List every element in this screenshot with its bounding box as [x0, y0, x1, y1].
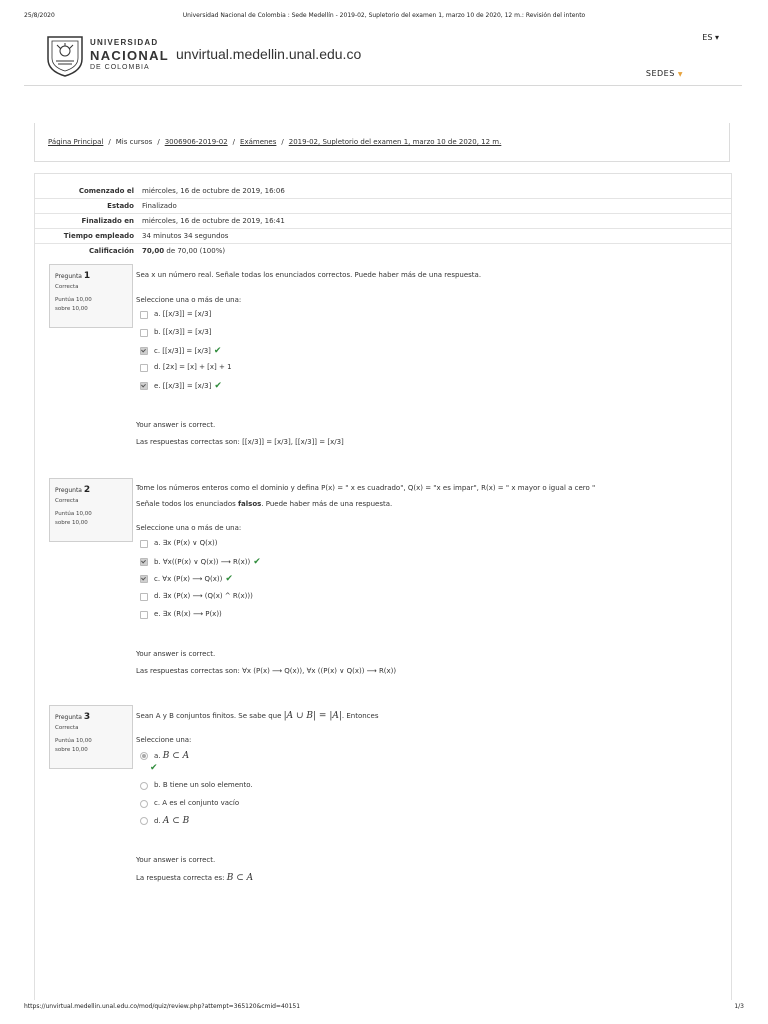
answer-prompt: Seleccione una:: [136, 736, 192, 744]
print-date: 25/8/2020: [24, 12, 55, 19]
language-menu[interactable]: [702, 33, 719, 42]
answer-prompt: Seleccione una o más de una:: [136, 524, 242, 532]
breadcrumb-course[interactable]: 3006906-2019-02: [164, 138, 228, 146]
correct-answer-text: [136, 873, 253, 883]
option-text: c. ∀x (P(x) ⟶ Q(x)): [154, 575, 223, 583]
question-grade-max: sobre 10,00: [55, 306, 88, 312]
question-instruction: [136, 500, 392, 508]
summary-row: [35, 199, 731, 214]
radio[interactable]: [140, 817, 148, 825]
header-divider: [24, 85, 742, 86]
checkbox-checked[interactable]: [140, 575, 148, 583]
correct-mark: [140, 763, 158, 773]
feedback-text: Your answer is correct.: [136, 421, 216, 429]
attempt-summary-table: [35, 184, 731, 258]
option-text: c. A es el conjunto vacío: [154, 799, 240, 807]
question-num: 3: [83, 712, 91, 722]
question-text: [136, 711, 378, 721]
question-label: Pregunta: [55, 714, 82, 721]
option-text: e. [[x/3]] = [x/3]: [154, 382, 212, 390]
question-grade: Puntúa 10,00: [55, 297, 92, 303]
breadcrumb-home[interactable]: Página Principal: [48, 138, 104, 146]
question-grade: Puntúa 10,00: [55, 738, 92, 744]
option-text: d. ∃x (P(x) ⟶ (Q(x) ^ R(x))): [154, 592, 253, 600]
breadcrumb-separator: /: [157, 138, 160, 146]
option-text: e. ∃x (R(x) ⟶ P(x)): [154, 610, 222, 618]
option-text: a. ∃x (P(x) ∨ Q(x)): [154, 539, 218, 547]
radio[interactable]: [140, 782, 148, 790]
correct-answer-text: Las respuestas correctas son: [[x/3]] = [x/3], [[x/3]] = [x/3]: [136, 438, 344, 446]
question-info: [49, 264, 133, 328]
correct-answer-text: Las respuestas correctas son: ∀x (P(x) ⟶ Q(x)), ∀x ((P(x) ∨ Q(x)) ⟶ R(x)): [136, 667, 397, 675]
question-text: Tome los números enteros como el dominio y defina P(x) = " x es cuadrado", Q(x) = "x es impar", R(x) = " x mayor o igual a cero ": [136, 484, 596, 492]
grade-total: de 70,00 (100%): [164, 247, 226, 255]
question-label: Pregunta: [55, 487, 82, 494]
breadcrumb-separator: /: [232, 138, 236, 146]
question-number: [55, 712, 90, 722]
question-text-end: . Entonces: [341, 712, 379, 720]
question-label: Pregunta: [55, 273, 82, 280]
summary-value: Finalizado: [142, 202, 177, 210]
question-number: [55, 485, 90, 495]
feedback-text: Your answer is correct.: [136, 650, 216, 658]
summary-value: 34 minutos 34 segundos: [142, 232, 229, 240]
summary-key: Estado: [107, 202, 134, 210]
checkbox[interactable]: [140, 540, 148, 548]
correct-check-icon: ✔: [214, 381, 222, 391]
university-seal-icon: [46, 33, 84, 77]
question-num: 2: [83, 485, 91, 495]
wordmark-line1: UNIVERSIDAD: [90, 38, 159, 47]
question-num: 1: [83, 271, 91, 281]
question-state: Correcta: [55, 498, 79, 504]
summary-key: Finalizado en: [81, 217, 134, 225]
checkbox[interactable]: [140, 364, 148, 372]
breadcrumb-separator: /: [281, 138, 284, 146]
answer-prompt: Seleccione una o más de una:: [136, 296, 242, 304]
question-text: Sea x un número real. Señale todas los enunciados correctos. Puede haber más de una respuesta.: [136, 271, 482, 279]
wordmark-line3: DE COLOMBIA: [90, 64, 150, 71]
summary-key: Calificación: [88, 247, 134, 255]
quiz-review: [34, 173, 732, 1000]
question-grade: Puntúa 10,00: [55, 511, 92, 517]
feedback-text: Your answer is correct.: [136, 856, 216, 864]
correct-answer-prefix: La respuesta correcta es:: [136, 874, 227, 882]
checkbox[interactable]: [140, 611, 148, 619]
question-math: |A ∪ B| = |A|: [283, 711, 342, 721]
option-text: d. [2x] = [x] + [x] + 1: [154, 363, 232, 371]
checkbox-checked[interactable]: [140, 347, 148, 355]
summary-row: [35, 184, 731, 199]
print-title: Universidad Nacional de Colombia : Sede Medellín - 2019-02, Supletorio del examen 1, marzo 10 de 2020, 12 m.: Revisión del intento: [182, 12, 586, 19]
question-text-start: Sean A y B conjuntos finitos. Se sabe que: [136, 712, 284, 720]
checkbox-checked[interactable]: [140, 382, 148, 390]
checkbox[interactable]: [140, 593, 148, 601]
caret-down-icon: ▼: [677, 71, 683, 78]
option-text: b. B tiene un solo elemento.: [154, 781, 253, 789]
breadcrumb-my-courses[interactable]: Mis cursos: [115, 138, 153, 146]
sedes-label: SEDES: [645, 69, 675, 78]
site-header: [46, 33, 746, 83]
sedes-menu[interactable]: [646, 69, 683, 78]
correct-check-icon: ✔: [150, 763, 158, 773]
summary-row: [35, 244, 731, 258]
correct-check-icon: ✔: [253, 557, 261, 567]
print-url: https://unvirtual.medellin.unal.edu.co/mod/quiz/review.php?attempt=365120&cmid=40151: [24, 1003, 301, 1010]
option-text: b. [[x/3]] = [x/3]: [154, 328, 212, 336]
breadcrumb-container: [34, 123, 730, 162]
print-page-number: 1/3: [734, 1003, 744, 1010]
correct-check-icon: ✔: [213, 346, 222, 356]
option-math: A ⊂ B: [162, 816, 190, 826]
summary-key: Tiempo empleado: [63, 232, 134, 240]
instruction-end: . Puede haber más de una respuesta.: [261, 500, 393, 508]
question-info: [49, 705, 133, 769]
radio-selected[interactable]: [140, 752, 148, 760]
instruction-start: Señale todos los enunciados: [136, 500, 238, 508]
question-state: Correcta: [55, 284, 79, 290]
site-title-link[interactable]: unvirtual.medellin.unal.edu.co: [176, 46, 362, 62]
option-prefix: a.: [154, 752, 163, 760]
question-state: Correcta: [55, 725, 79, 731]
instruction-emphasis: falsos: [237, 500, 262, 508]
summary-value: miércoles, 16 de octubre de 2019, 16:41: [142, 217, 285, 225]
summary-value: [142, 247, 225, 255]
language-label: ES: [702, 33, 713, 42]
option-text: c. [[x/3]] = [x/3]: [154, 347, 211, 355]
wordmark-line2: NACIONAL: [90, 48, 170, 63]
option-text: a. [[x/3]] = [x/3]: [154, 310, 212, 318]
option-math: B ⊂ A: [162, 751, 190, 761]
caret-down-icon: ▾: [714, 33, 719, 42]
summary-value: miércoles, 16 de octubre de 2019, 16:06: [142, 187, 285, 195]
option-text: b. ∀x((P(x) ∨ Q(x)) ⟶ R(x)): [154, 558, 251, 566]
checkbox[interactable]: [140, 311, 148, 319]
checkbox-checked[interactable]: [140, 558, 148, 566]
summary-row: [35, 214, 731, 229]
grade-score: 70,00: [142, 247, 165, 255]
option-prefix: d.: [154, 817, 163, 825]
question-grade-max: sobre 10,00: [55, 747, 88, 753]
breadcrumb-quiz[interactable]: 2019-02, Supletorio del examen 1, marzo 10 de 2020, 12 m.: [288, 138, 502, 146]
checkbox[interactable]: [140, 329, 148, 337]
breadcrumb: [48, 138, 501, 146]
breadcrumb-separator: /: [108, 138, 111, 146]
correct-check-icon: ✔: [225, 574, 233, 584]
question-info: [49, 478, 133, 542]
radio[interactable]: [140, 800, 148, 808]
breadcrumb-exams[interactable]: Exámenes: [240, 138, 277, 146]
university-wordmark[interactable]: [90, 39, 169, 71]
summary-key: Comenzado el: [78, 187, 134, 195]
question-number: [55, 271, 90, 281]
correct-answer-math: B ⊂ A: [226, 873, 254, 883]
question-grade-max: sobre 10,00: [55, 520, 88, 526]
summary-row: [35, 229, 731, 244]
